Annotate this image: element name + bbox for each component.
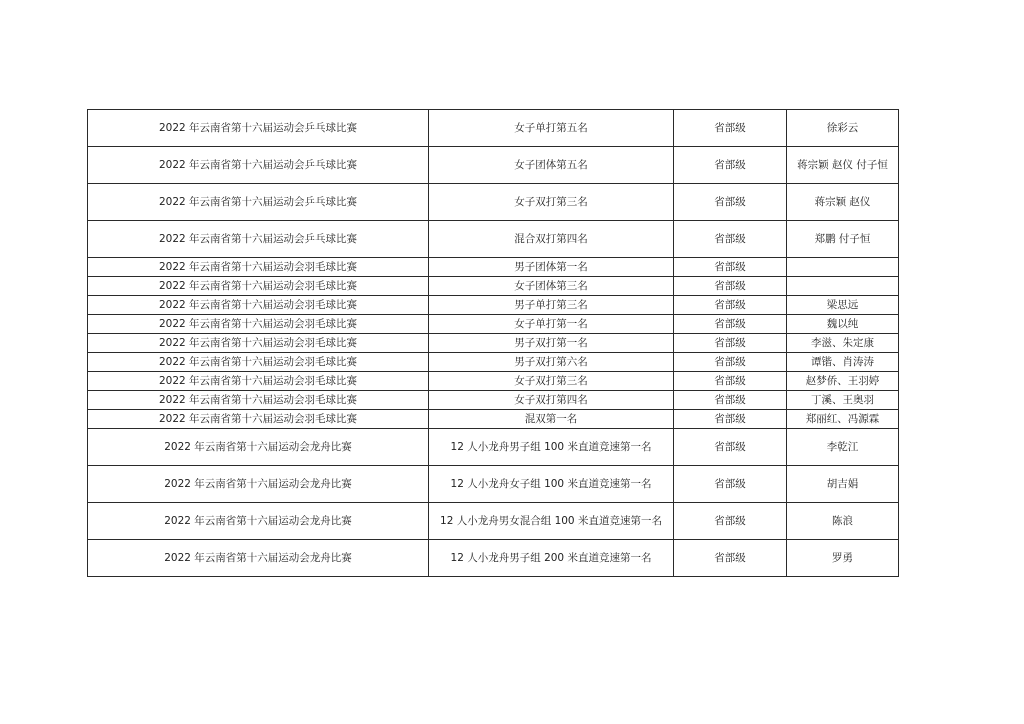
table-row (88, 296, 899, 315)
level-cell: 省部级 (674, 540, 787, 577)
event-cell: 2022 年云南省第十六届运动会羽毛球比赛 (88, 334, 429, 353)
award-cell: 女子双打第四名 (429, 391, 674, 410)
event-cell: 2022 年云南省第十六届运动会羽毛球比赛 (88, 315, 429, 334)
award-cell: 混合双打第四名 (429, 221, 674, 258)
name-cell: 魏以纯 (787, 315, 899, 334)
event-cell: 2022 年云南省第十六届运动会羽毛球比赛 (88, 410, 429, 429)
name-cell: 郑鹏 付子恒 (787, 221, 899, 258)
award-cell: 12 人小龙舟男子组 200 米直道竞速第一名 (429, 540, 674, 577)
level-cell: 省部级 (674, 296, 787, 315)
event-cell: 2022 年云南省第十六届运动会乒乓球比赛 (88, 184, 429, 221)
name-cell: 谭锴、肖涛涛 (787, 353, 899, 372)
event-cell: 2022 年云南省第十六届运动会龙舟比赛 (88, 429, 429, 466)
event-cell: 2022 年云南省第十六届运动会乒乓球比赛 (88, 147, 429, 184)
level-cell: 省部级 (674, 391, 787, 410)
level-cell: 省部级 (674, 258, 787, 277)
award-cell: 女子团体第五名 (429, 147, 674, 184)
award-cell: 男子团体第一名 (429, 258, 674, 277)
award-cell: 女子单打第五名 (429, 110, 674, 147)
event-cell: 2022 年云南省第十六届运动会羽毛球比赛 (88, 372, 429, 391)
award-cell: 混双第一名 (429, 410, 674, 429)
award-cell: 女子团体第三名 (429, 277, 674, 296)
award-cell: 12 人小龙舟男子组 100 米直道竞速第一名 (429, 429, 674, 466)
event-cell: 2022 年云南省第十六届运动会龙舟比赛 (88, 466, 429, 503)
table-row (88, 277, 899, 296)
name-cell: 郑丽红、冯源霖 (787, 410, 899, 429)
event-cell: 2022 年云南省第十六届运动会羽毛球比赛 (88, 296, 429, 315)
name-cell: 赵梦侨、王羽婷 (787, 372, 899, 391)
level-cell: 省部级 (674, 503, 787, 540)
name-cell (787, 258, 899, 277)
name-cell: 蒋宗颖 赵仪 付子恒 (787, 147, 899, 184)
award-cell: 女子双打第三名 (429, 184, 674, 221)
table-row (88, 429, 899, 466)
award-cell: 男子单打第三名 (429, 296, 674, 315)
event-cell: 2022 年云南省第十六届运动会羽毛球比赛 (88, 277, 429, 296)
table-row (88, 221, 899, 258)
name-cell: 蒋宗颖 赵仪 (787, 184, 899, 221)
award-cell: 12 人小龙舟男女混合组 100 米直道竞速第一名 (429, 503, 674, 540)
table-row (88, 540, 899, 577)
event-cell: 2022 年云南省第十六届运动会龙舟比赛 (88, 503, 429, 540)
table-row (88, 110, 899, 147)
name-cell: 丁溪、王奥羽 (787, 391, 899, 410)
event-cell: 2022 年云南省第十六届运动会羽毛球比赛 (88, 258, 429, 277)
event-cell: 2022 年云南省第十六届运动会乒乓球比赛 (88, 221, 429, 258)
table-row (88, 391, 899, 410)
level-cell: 省部级 (674, 410, 787, 429)
table-row (88, 353, 899, 372)
table-row (88, 372, 899, 391)
level-cell: 省部级 (674, 372, 787, 391)
event-cell: 2022 年云南省第十六届运动会乒乓球比赛 (88, 110, 429, 147)
table-row (88, 334, 899, 353)
level-cell: 省部级 (674, 429, 787, 466)
table-row (88, 466, 899, 503)
event-cell: 2022 年云南省第十六届运动会羽毛球比赛 (88, 353, 429, 372)
table-row (88, 147, 899, 184)
award-cell: 男子双打第一名 (429, 334, 674, 353)
level-cell: 省部级 (674, 110, 787, 147)
award-cell: 女子双打第三名 (429, 372, 674, 391)
level-cell: 省部级 (674, 221, 787, 258)
name-cell: 胡吉娟 (787, 466, 899, 503)
awards-table (87, 109, 899, 577)
name-cell: 徐彩云 (787, 110, 899, 147)
name-cell: 李乾江 (787, 429, 899, 466)
table-row (88, 410, 899, 429)
level-cell: 省部级 (674, 184, 787, 221)
name-cell: 罗勇 (787, 540, 899, 577)
table-row (88, 315, 899, 334)
level-cell: 省部级 (674, 147, 787, 184)
award-cell: 12 人小龙舟女子组 100 米直道竞速第一名 (429, 466, 674, 503)
level-cell: 省部级 (674, 277, 787, 296)
event-cell: 2022 年云南省第十六届运动会龙舟比赛 (88, 540, 429, 577)
event-cell: 2022 年云南省第十六届运动会羽毛球比赛 (88, 391, 429, 410)
level-cell: 省部级 (674, 353, 787, 372)
level-cell: 省部级 (674, 315, 787, 334)
table-row (88, 184, 899, 221)
name-cell: 陈浪 (787, 503, 899, 540)
name-cell: 梁思远 (787, 296, 899, 315)
level-cell: 省部级 (674, 334, 787, 353)
award-cell: 男子双打第六名 (429, 353, 674, 372)
award-cell: 女子单打第一名 (429, 315, 674, 334)
table-row (88, 503, 899, 540)
name-cell (787, 277, 899, 296)
name-cell: 李滋、朱定康 (787, 334, 899, 353)
level-cell: 省部级 (674, 466, 787, 503)
table-row (88, 258, 899, 277)
